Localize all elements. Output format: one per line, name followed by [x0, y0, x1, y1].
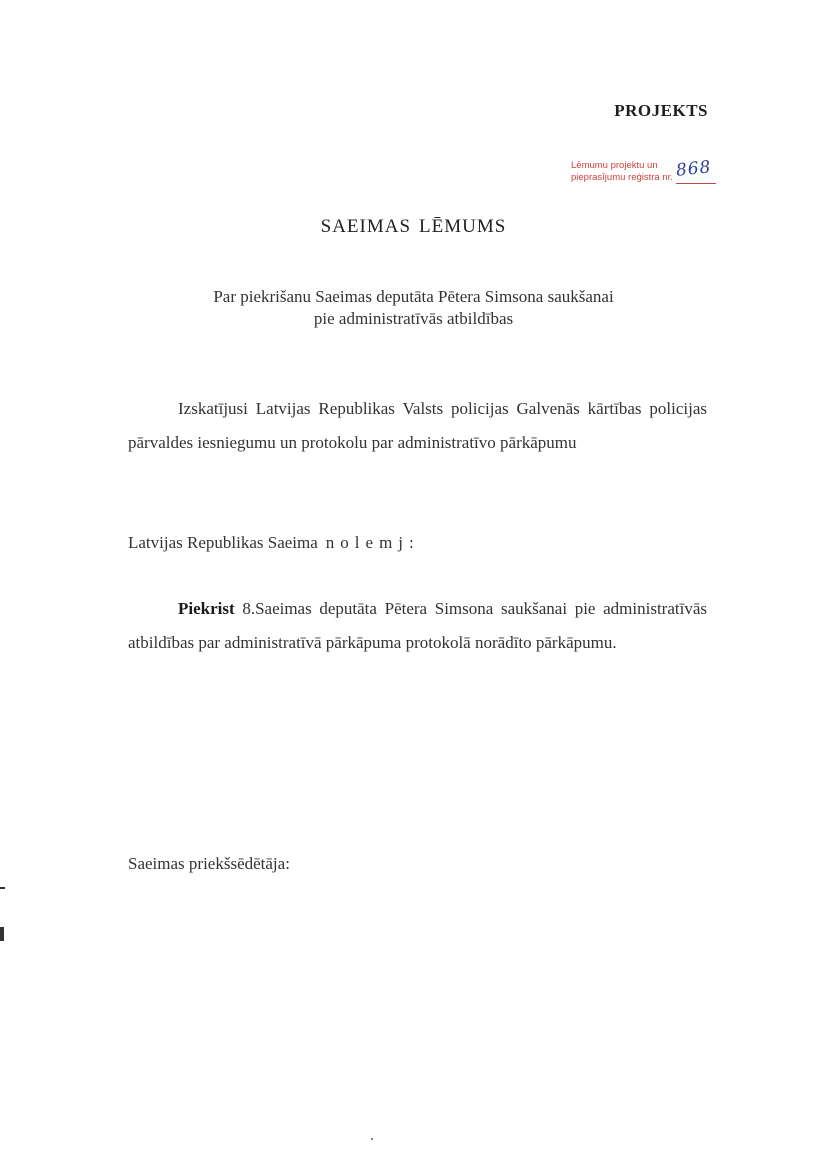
title-word-2: LĒMUMS [419, 216, 507, 237]
subject-line-1: Par piekrišanu Saeimas deputāta Pētera Simsona saukšanai [213, 287, 614, 306]
document-subject [0, 286, 827, 330]
subject-line-2: pie administratīvās atbildības [313, 309, 514, 328]
title-word-1: SAEIMAS [320, 216, 412, 237]
signature-label: Saeimas priekšsēdētāja: [128, 854, 290, 873]
paragraph-1-text: Izskatījusi Latvijas Republikas Valsts policijas Galvenās kārtības policijas pārvaldes iesniegumu un protokolu par administratīvo pārkāpumu [128, 399, 707, 452]
paragraph-3-bold: Piekrist [178, 599, 235, 618]
stamp-line-1: Lēmumu projektu un [571, 160, 658, 171]
paragraph-decision [128, 526, 707, 560]
scan-edge-mark [0, 927, 4, 941]
paragraph-2-verb: nolemj: [325, 533, 420, 552]
paragraph-consent [128, 592, 707, 660]
registry-number: 868 [675, 157, 713, 181]
paragraph-considered [128, 392, 707, 460]
document-title [0, 216, 827, 238]
paragraph-3-text: 8.Saeimas deputāta Pētera Simsona saukšanai pie administratīvās atbildības par administratīvā pārkāpuma protokolā norādīto pārkāpumu. [128, 599, 707, 652]
registry-stamp [571, 157, 741, 196]
stamp-underline [676, 183, 716, 184]
scan-dot [371, 1138, 373, 1140]
stamp-line-2: pieprasījumu reģistra nr. [571, 172, 673, 183]
scan-edge-mark [0, 887, 5, 889]
paragraph-2-prefix: Latvijas Republikas Saeima [128, 533, 318, 552]
projekts-label: PROJEKTS [614, 101, 708, 120]
